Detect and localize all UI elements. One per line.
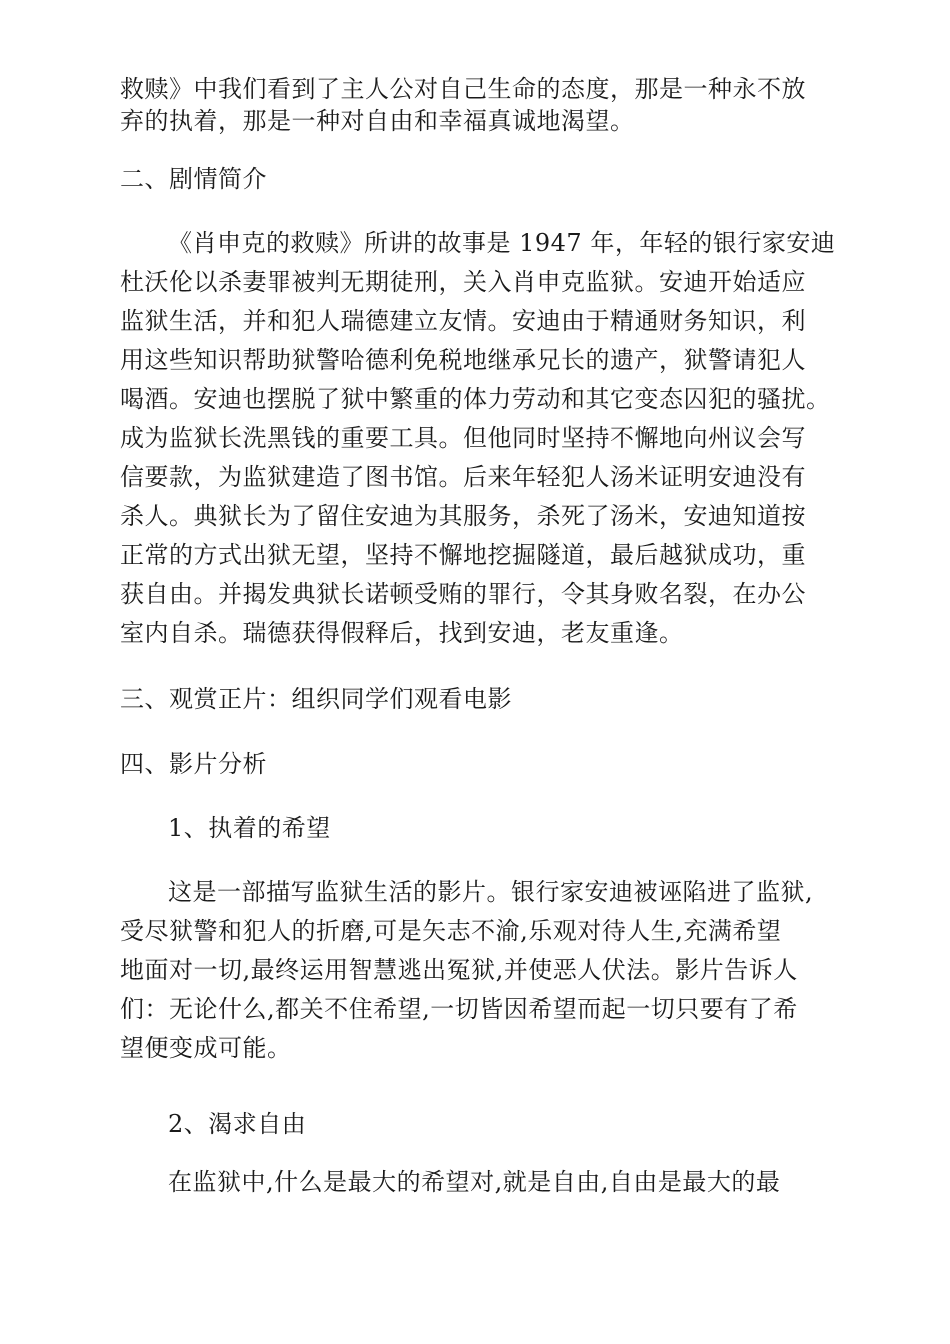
plot-line-6: 成为监狱长洗黑钱的重要工具。但他同时坚持不懈地向州议会写 <box>120 424 806 452</box>
subheading-hope: 1、执着的希望 <box>168 814 331 842</box>
section-heading-plot: 二、剧情简介 <box>120 165 267 193</box>
intro-line-2: 弃的执着，那是一种对自由和幸福真诚地渴望。 <box>120 107 635 135</box>
hope-line-4: 们：无论什么,都关不住希望,一切皆因希望而起一切只要有了希 <box>120 995 798 1023</box>
plot-line-3: 监狱生活，并和犯人瑞德建立友情。安迪由于精通财务知识，利 <box>120 307 806 335</box>
section-heading-analysis: 四、影片分析 <box>120 750 267 778</box>
intro-line-1: 救赎》中我们看到了主人公对自己生命的态度，那是一种永不放 <box>120 75 806 103</box>
hope-line-3: 地面对一切,最终运用智慧逃出冤狱,并使恶人伏法。影片告诉人 <box>120 956 798 984</box>
hope-line-1: 这是一部描写监狱生活的影片。银行家安迪被诬陷进了监狱, <box>168 878 814 906</box>
plot-line-4: 用这些知识帮助狱警哈德利免税地继承兄长的遗产，狱警请犯人 <box>120 346 806 374</box>
subheading-freedom: 2、渴求自由 <box>168 1110 307 1138</box>
hope-line-5: 望便变成可能。 <box>120 1034 292 1062</box>
plot-line-9: 正常的方式出狱无望，坚持不懈地挖掘隧道，最后越狱成功，重 <box>120 541 806 569</box>
hope-line-2: 受尽狱警和犯人的折磨,可是矢志不渝,乐观对待人生,充满希望 <box>120 917 782 945</box>
plot-line-8: 杀人。典狱长为了留住安迪为其服务，杀死了汤米，安迪知道按 <box>120 502 806 530</box>
section-heading-viewing: 三、观赏正片：组织同学们观看电影 <box>120 685 512 713</box>
freedom-line-1: 在监狱中,什么是最大的希望对,就是自由,自由是最大的最 <box>168 1168 781 1196</box>
plot-line-2: 杜沃伦以杀妻罪被判无期徒刑，关入肖申克监狱。安迪开始适应 <box>120 268 806 296</box>
plot-line-10: 获自由。并揭发典狱长诺顿受贿的罪行，令其身败名裂，在办公 <box>120 580 806 608</box>
plot-line-5: 喝酒。安迪也摆脱了狱中繁重的体力劳动和其它变态囚犯的骚扰。 <box>120 385 831 413</box>
plot-line-11: 室内自杀。瑞德获得假释后，找到安迪，老友重逢。 <box>120 619 684 647</box>
plot-line-1: 《肖申克的救赎》所讲的故事是 1947 年，年轻的银行家安迪 <box>168 229 836 257</box>
plot-line-7: 信要款，为监狱建造了图书馆。后来年轻犯人汤米证明安迪没有 <box>120 463 806 491</box>
